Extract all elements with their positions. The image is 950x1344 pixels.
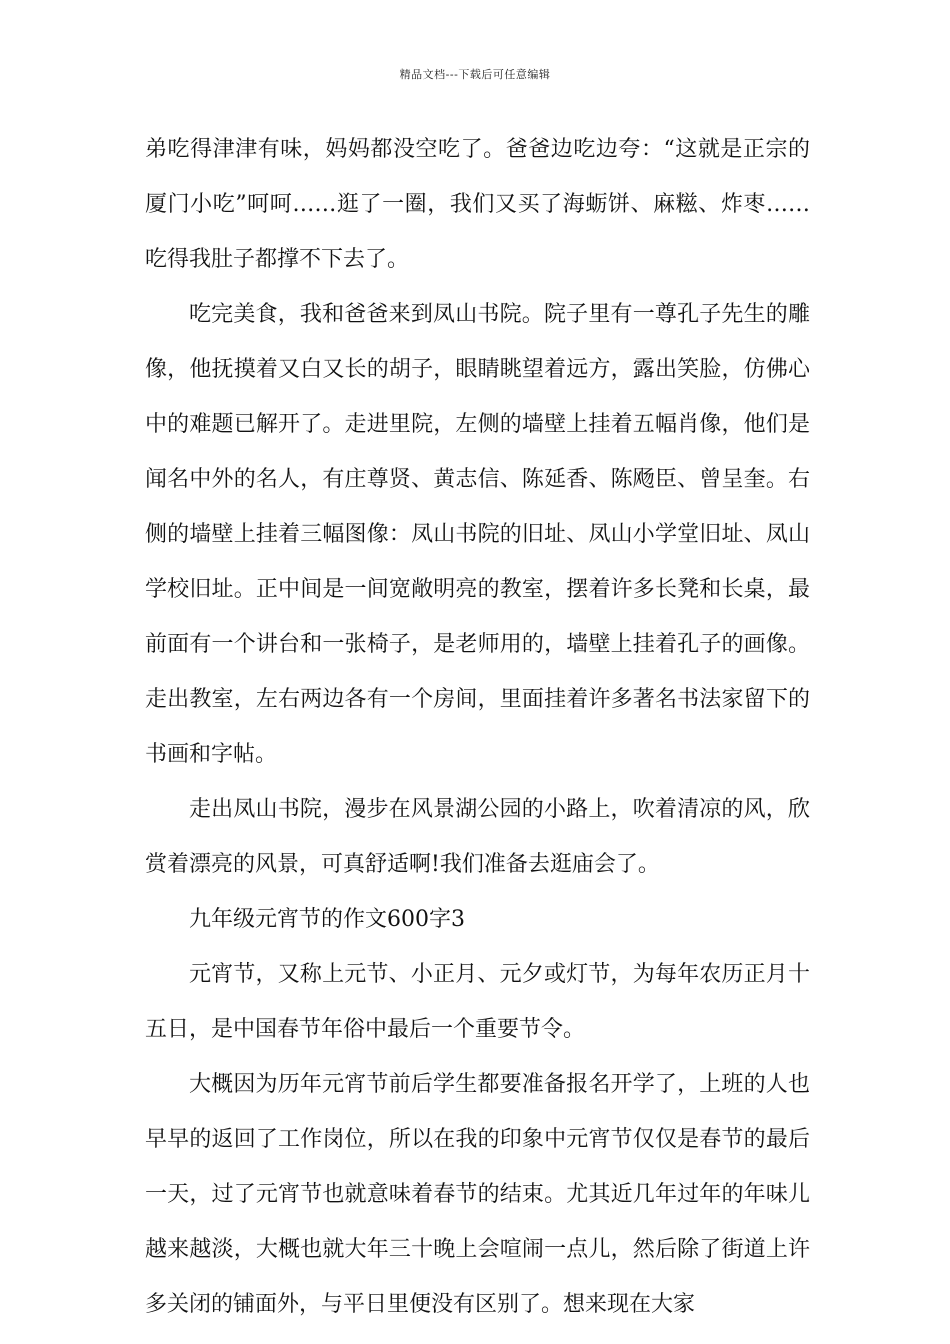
paragraph-1: 弟吃得津津有味，妈妈都没空吃了。爸爸边吃边夸：“这就是正宗的厦门小吃”呵呵……逛了一圈，我们又买了海蛎饼、麻糍、炸枣……吃得我肚子都撑不下去了。	[145, 137, 810, 272]
paragraph-3: 走出凤山书院，漫步在风景湖公园的小路上，吹着清凉的风，欣赏着漂亮的风景，可真舒适啊!我们准备去逛庙会了。	[145, 797, 810, 877]
paragraph-5: 大概因为历年元宵节前后学生都要准备报名开学了，上班的人也早早的返回了工作岗位，所以在我的印象中元宵节仅仅是春节的最后一天，过了元宵节也就意味着春节的结束。尤其近几年过年的年味儿越来越淡，大概也就大年三十晚上会喧闹一点儿，然后除了街道上许多关闭的铺面外，与平日里便没有区别了。想来现在大家	[145, 1072, 810, 1317]
section-title: 九年级元宵节的作文600字3	[189, 907, 465, 932]
document-body	[145, 122, 810, 1332]
paragraph-2: 吃完美食，我和爸爸来到凤山书院。院子里有一尊孔子先生的雕像，他抚摸着又白又长的胡子，眼睛眺望着远方，露出笑脸，仿佛心中的难题已解开了。走进里院，左侧的墙壁上挂着五幅肖像，他们是闻名中外的名人，有庄尊贤、黄志信、陈延香、陈飏臣、曾呈奎。右侧的墙壁上挂着三幅图像：凤山书院的旧址、凤山小学堂旧址、凤山学校旧址。正中间是一间宽敞明亮的教室，摆着许多长凳和长桌，最前面有一个讲台和一张椅子，是老师用的，墙壁上挂着孔子的画像。走出教室，左右两边各有一个房间，里面挂着许多著名书法家留下的书画和字帖。	[145, 302, 810, 767]
page-header: 精品文档---下载后可任意编辑	[399, 68, 551, 81]
paragraph-4: 元宵节，又称上元节、小正月、元夕或灯节，为每年农历正月十五日，是中国春节年俗中最后一个重要节令。	[145, 962, 810, 1042]
